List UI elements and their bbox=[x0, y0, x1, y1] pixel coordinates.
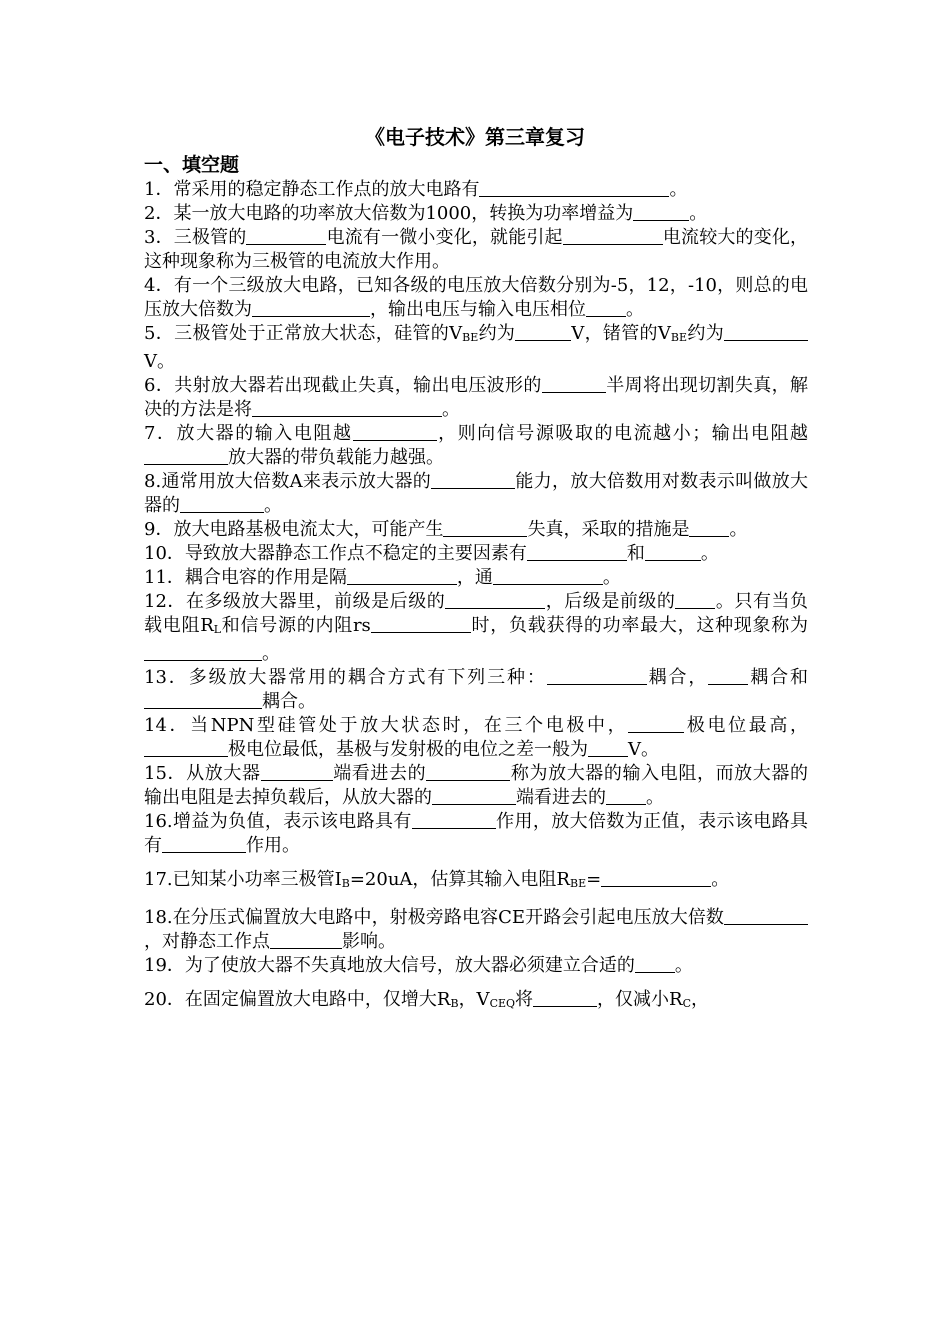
question-2: 2．某一放大电路的功率放大倍数为1000，转换为功率增益为 。 bbox=[144, 203, 708, 224]
question-5: 5．三极管处于正常放大状态，硅管的$V_{BE}$约为 V，锗管的$V_{BE}$约为V。 bbox=[144, 322, 808, 374]
blank bbox=[633, 202, 689, 221]
blank bbox=[515, 322, 571, 341]
blank bbox=[261, 762, 333, 781]
blank bbox=[353, 422, 437, 441]
blank bbox=[586, 298, 626, 317]
blank bbox=[371, 614, 471, 633]
question-15: 15．从放大器 端看进去的 称为放大器的输入电阻，而放大器的输出电阻是去掉负载后，从放大器的 端看进去的 。 bbox=[144, 763, 809, 808]
blank bbox=[144, 642, 262, 661]
question-11: 11．耦合电容的作用是隔 ，通 。 bbox=[144, 567, 621, 588]
blank bbox=[628, 714, 684, 733]
question-8: 8.通常用放大倍数A来表示放大器的 能力，放大倍数用对数表示叫做放大器的 。 bbox=[144, 471, 809, 516]
question-16: 16.增益为负值，表示该电路具有 作用，放大倍数为正值，表示该电路具有 作用。 bbox=[144, 811, 809, 856]
document-title: 《电子技术》第三章复习 bbox=[365, 125, 585, 149]
question-3: 3．三极管的 电流有一微小变化，就能引起 电流较大的变化，这种现象称为三极管的电流放大作用。 bbox=[144, 227, 809, 272]
question-6: 6．共射放大器若出现截止失真，输出电压波形的 半周将出现切割失真，解决的方法是将 。 bbox=[144, 375, 809, 420]
question-12: 12．在多级放大器里，前级是后级的 ，后级是前级的 。只有当负载电阻$R_L$和信号源的内阻rs 时，负载获得的功率最大，这种现象称为。 bbox=[144, 591, 809, 664]
section-heading: 一、填空题 bbox=[144, 154, 240, 176]
blank bbox=[445, 590, 545, 609]
blank bbox=[542, 374, 606, 393]
blank bbox=[724, 906, 808, 925]
blank bbox=[426, 762, 510, 781]
question-10: 10．导致放大器静态工作点不稳定的主要因素有 和 。 bbox=[144, 543, 719, 564]
question-19: 19．为了使放大器不失真地放大信号，放大器必须建立合适的 。 bbox=[144, 955, 693, 976]
blank bbox=[645, 542, 701, 561]
blank bbox=[432, 786, 516, 805]
question-4: 4．有一个三级放大电路，已知各级的电压放大倍数分别为-5，12，-10，则总的电压放大倍数为 ，输出电压与输入电压相位 。 bbox=[144, 275, 808, 320]
blank bbox=[144, 446, 228, 465]
blank bbox=[533, 988, 597, 1007]
blank bbox=[144, 738, 228, 757]
blank bbox=[252, 398, 442, 417]
blank bbox=[246, 226, 326, 245]
blank bbox=[606, 786, 646, 805]
blank bbox=[527, 542, 627, 561]
blank bbox=[144, 690, 262, 709]
question-20: 20．在固定偏置放大电路中，仅增大$R_B$，$V_{CEQ}$将 ，仅减小$R_C$， bbox=[144, 989, 710, 1010]
question-7: 7．放大器的输入电阻越 ，则向信号源吸取的电流越小；输出电阻越放大器的带负载能力越强。 bbox=[144, 423, 809, 468]
blank bbox=[563, 226, 663, 245]
blank bbox=[708, 666, 748, 685]
blank bbox=[675, 590, 715, 609]
blank bbox=[601, 868, 711, 887]
blank bbox=[252, 298, 370, 317]
blank bbox=[347, 566, 457, 585]
question-list bbox=[144, 178, 808, 1016]
blank bbox=[431, 470, 515, 489]
question-1: 1．常采用的稳定静态工作点的放大电路有 。 bbox=[144, 179, 688, 200]
question-17: 17.已知某小功率三极管$I_B=20uA$，估算其输入电阻$R_{BE}=$ 。 bbox=[144, 869, 730, 890]
blank bbox=[547, 666, 647, 685]
blank bbox=[443, 518, 527, 537]
question-13: 13．多级放大器常用的耦合方式有下列三种： 耦合， 耦合和耦合。 bbox=[144, 667, 809, 712]
blank bbox=[588, 738, 628, 757]
blank bbox=[479, 178, 669, 197]
question-9: 9．放大电路基极电流太大，可能产生 失真，采取的措施是 。 bbox=[144, 519, 748, 540]
question-14: 14．当NPN型硅管处于放大状态时，在三个电极中， 极电位最高，极电位最低，基极与发射极的电位之差一般为 V。 bbox=[144, 715, 809, 760]
question-18: 18.在分压式偏置放大电路中，射极旁路电容CE开路会引起电压放大倍数，对静态工作点 影响。 bbox=[144, 906, 808, 954]
blank bbox=[635, 954, 675, 973]
blank bbox=[724, 322, 808, 341]
blank bbox=[162, 834, 246, 853]
blank bbox=[270, 930, 342, 949]
blank bbox=[689, 518, 729, 537]
blank bbox=[493, 566, 603, 585]
blank bbox=[180, 494, 264, 513]
blank bbox=[412, 810, 496, 829]
